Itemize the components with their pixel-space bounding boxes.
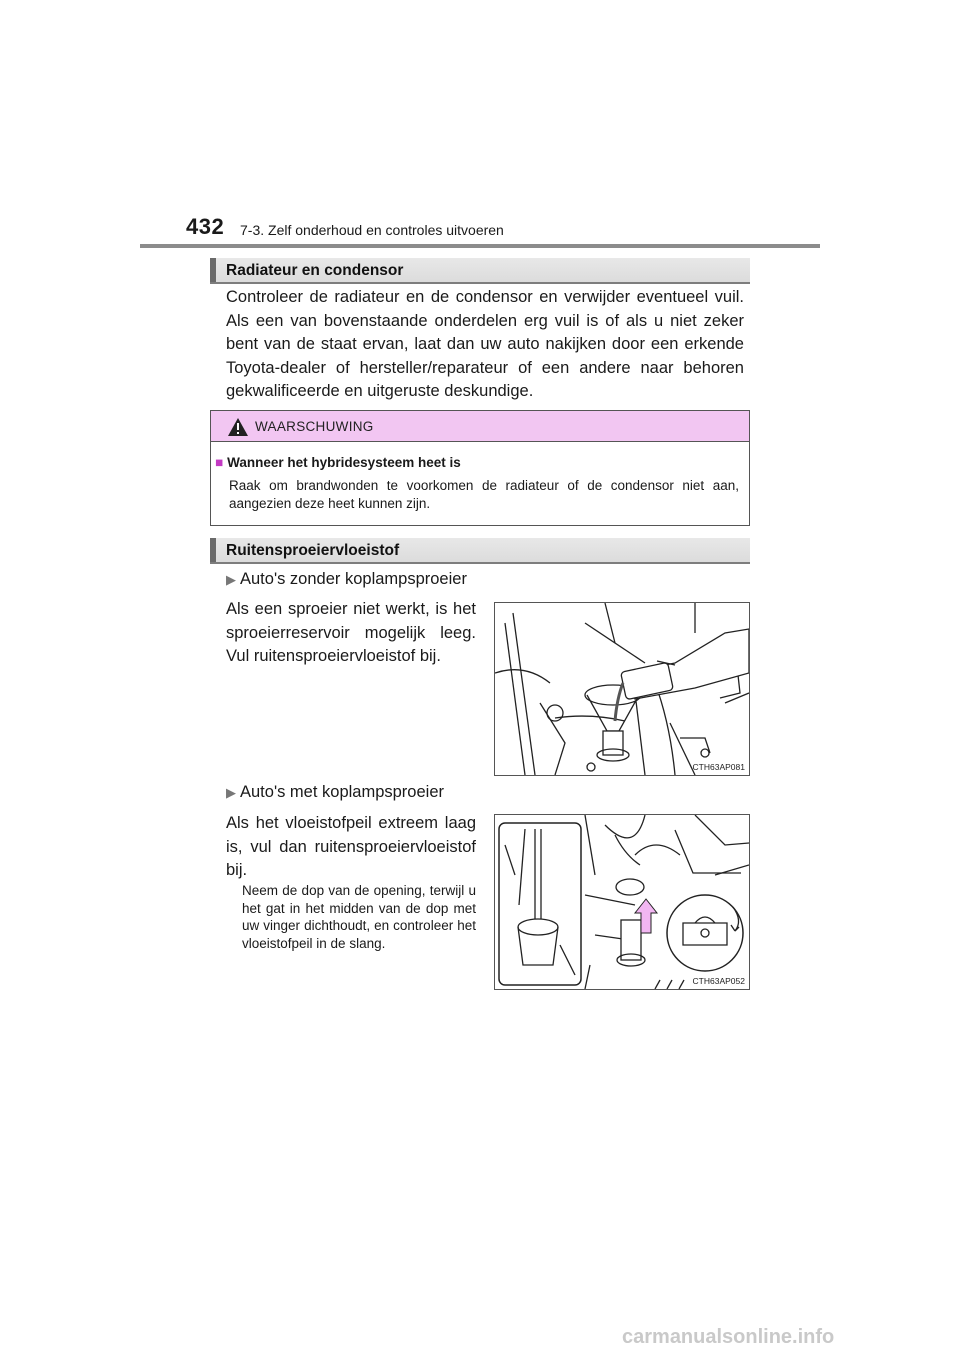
figure-code: CTH63AP052 <box>692 976 745 986</box>
case2-text: Als het vloeistofpeil extreem laag is, vul dan ruitensproeiervloeistof bij. <box>226 814 476 879</box>
section-heading-label: Ruitensproeiervloeistof <box>226 542 400 559</box>
case1-label-text: Auto's zonder koplampsproeier <box>240 570 467 588</box>
figure-code: CTH63AP081 <box>692 762 745 772</box>
page-number: 432 <box>186 214 225 239</box>
triangle-bullet-icon: ▶ <box>226 785 236 800</box>
running-header: 7-3. Zelf onderhoud en controles uitvoeren <box>240 222 504 238</box>
heading-bar <box>210 538 216 562</box>
warning-label: WAARSCHUWING <box>255 419 374 434</box>
figure-refill-reservoir <box>494 602 750 776</box>
warning-header <box>211 411 749 442</box>
warning-triangle-icon <box>227 417 249 437</box>
check-level-illustration <box>495 815 749 989</box>
case2-label <box>226 783 444 802</box>
case2-note: Neem de dop van de opening, terwijl u het gat in het midden van de dop met uw vinger dichthoudt, en controleer het vloeistofpeil in de slang. <box>242 883 476 951</box>
refill-illustration <box>495 603 749 775</box>
section-heading-washer-fluid <box>210 538 750 564</box>
triangle-bullet-icon: ▶ <box>226 572 236 587</box>
figure-check-level <box>494 814 750 990</box>
watermark: carmanualsonline.info <box>622 1326 835 1348</box>
header-rule <box>140 244 820 248</box>
section-heading-radiator <box>210 258 750 284</box>
heading-bar <box>210 258 216 282</box>
radiator-paragraph: Controleer de radiateur en de condensor en verwijder eventueel vuil. Als een van bovenstaande onderdelen erg vuil is of als u niet zeker bent van de staat ervan, laat dan uw auto nakijken door een erkende Toyota-dealer of hersteller/reparateur of een andere naar behoren gekwalificeerde en uitgeruste deskundige. <box>226 288 744 400</box>
section-heading-label: Radiateur en condensor <box>226 262 404 279</box>
case2-label-text: Auto's met koplampsproeier <box>240 783 444 801</box>
warning-item-body: Raak om brandwonden te voorkomen de radiateur of de condensor niet aan, aangezien deze heet kunnen zijn. <box>229 478 739 511</box>
warning-item-title-text: Wanneer het hybridesysteem heet is <box>227 455 461 470</box>
square-bullet-icon: ■ <box>215 455 224 470</box>
warning-box <box>210 410 750 526</box>
warning-item-title <box>215 455 461 470</box>
case1-label <box>226 570 467 589</box>
case1-text: Als een sproeier niet werkt, is het sproeierreservoir mogelijk leeg. Vul ruitensproeiervloeistof bij. <box>226 600 476 665</box>
